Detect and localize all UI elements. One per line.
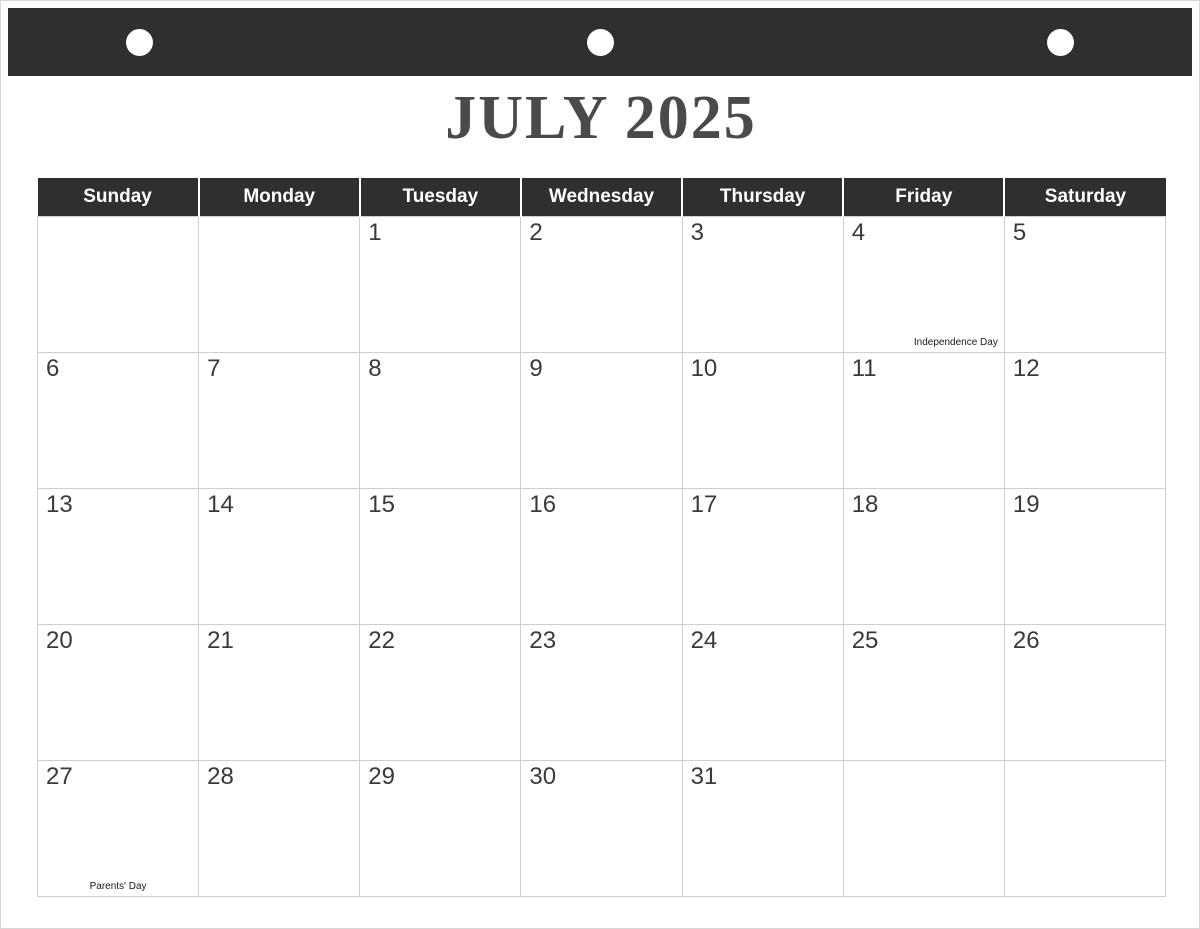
weekday-header-tuesday: Tuesday (360, 178, 521, 217)
day-cell[interactable] (521, 217, 682, 353)
day-number: 26 (1012, 627, 1040, 654)
day-cell[interactable] (682, 761, 843, 897)
day-cell[interactable] (199, 761, 360, 897)
day-cell[interactable] (199, 489, 360, 625)
day-number: 24 (690, 627, 718, 654)
day-number: 6 (46, 355, 60, 382)
day-number: 20 (46, 627, 73, 654)
day-cell[interactable] (1004, 489, 1165, 625)
weekday-header-row (38, 178, 1166, 217)
day-number: 30 (529, 763, 557, 790)
day-cell[interactable] (38, 353, 199, 489)
day-cell[interactable] (843, 353, 1004, 489)
day-event: Parents' Day (89, 881, 147, 892)
day-number: 11 (851, 355, 877, 382)
day-number: 12 (1012, 355, 1040, 382)
weekday-header-wednesday: Wednesday (521, 178, 682, 217)
day-cell[interactable] (843, 625, 1004, 761)
day-cell[interactable] (360, 217, 521, 353)
day-number: 13 (46, 491, 73, 518)
day-cell[interactable] (843, 217, 1004, 353)
day-cell[interactable] (199, 353, 360, 489)
day-number: 10 (690, 355, 718, 382)
calendar-week-row (38, 761, 1166, 897)
day-cell[interactable] (521, 489, 682, 625)
day-cell[interactable] (1004, 761, 1165, 897)
day-cell[interactable] (38, 625, 199, 761)
day-number: 29 (368, 763, 395, 790)
day-number: 22 (368, 627, 395, 654)
page-title-container (1, 84, 1200, 152)
weekday-header-friday: Friday (843, 178, 1004, 217)
punch-hole-right-icon (1047, 29, 1074, 56)
day-number: 18 (851, 491, 879, 518)
calendar-week-row (38, 489, 1166, 625)
day-cell[interactable] (521, 353, 682, 489)
day-number: 1 (368, 219, 382, 246)
page-title: JULY 2025 (445, 84, 757, 152)
calendar-week-row (38, 217, 1166, 353)
day-number: 17 (690, 491, 718, 518)
day-number: 4 (851, 219, 866, 246)
day-number: 21 (207, 627, 234, 654)
day-number: 31 (690, 763, 718, 790)
punch-hole-left-icon (126, 29, 153, 56)
punch-hole-center-icon (587, 29, 614, 56)
day-number: 23 (529, 627, 557, 654)
day-number: 8 (368, 355, 382, 382)
day-cell[interactable] (521, 625, 682, 761)
calendar-week-row (38, 625, 1166, 761)
day-cell[interactable] (1004, 625, 1165, 761)
day-cell[interactable] (843, 489, 1004, 625)
day-number: 27 (46, 763, 73, 790)
day-number: 15 (368, 491, 395, 518)
day-cell[interactable] (38, 217, 199, 353)
day-number: 7 (207, 355, 221, 382)
binder-strip (8, 8, 1192, 76)
day-cell[interactable] (199, 625, 360, 761)
day-number: 9 (529, 355, 543, 382)
day-cell[interactable] (682, 489, 843, 625)
day-cell[interactable] (360, 353, 521, 489)
day-cell[interactable] (1004, 353, 1165, 489)
day-cell[interactable] (843, 761, 1004, 897)
day-number: 2 (529, 219, 543, 246)
weekday-header-sunday: Sunday (38, 178, 199, 217)
calendar-week-row (38, 353, 1166, 489)
calendar-grid (37, 178, 1166, 897)
weekday-header-thursday: Thursday (682, 178, 843, 217)
day-cell[interactable] (360, 625, 521, 761)
day-number: 16 (529, 491, 557, 518)
day-cell[interactable] (682, 353, 843, 489)
day-number: 25 (851, 627, 879, 654)
day-cell[interactable] (521, 761, 682, 897)
day-cell[interactable] (1004, 217, 1165, 353)
day-cell[interactable] (682, 625, 843, 761)
day-number: 5 (1012, 219, 1027, 246)
day-cell[interactable] (38, 489, 199, 625)
day-number: 19 (1012, 491, 1040, 518)
day-number: 14 (207, 491, 234, 518)
day-number: 3 (690, 219, 704, 246)
day-event: Independence Day (913, 337, 998, 348)
day-cell[interactable] (199, 217, 360, 353)
day-cell[interactable] (360, 761, 521, 897)
day-cell[interactable] (38, 761, 199, 897)
day-number: 28 (207, 763, 234, 790)
weekday-header-saturday: Saturday (1004, 178, 1165, 217)
weekday-header-monday: Monday (199, 178, 360, 217)
day-cell[interactable] (682, 217, 843, 353)
day-cell[interactable] (360, 489, 521, 625)
